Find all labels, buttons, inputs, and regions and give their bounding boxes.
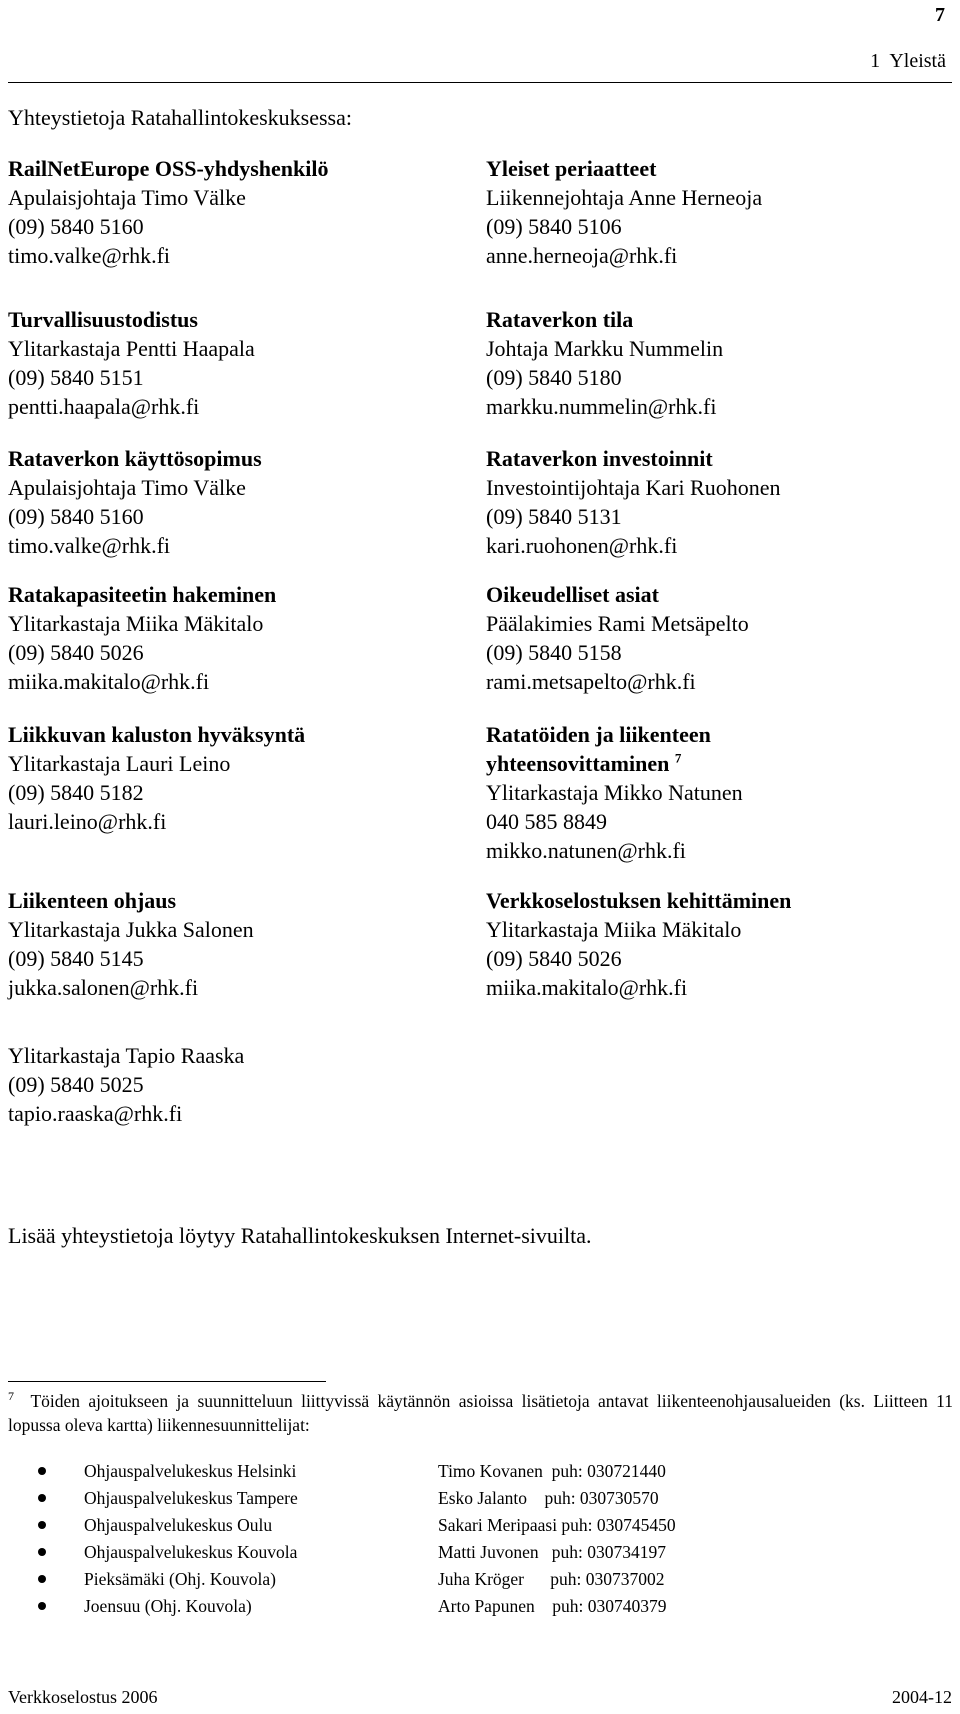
list-item-place: Ohjauspalvelukeskus Oulu [84,1515,273,1535]
intro-heading: Yhteystietoja Ratahallintokeskuksessa: [8,105,352,130]
contact-email: timo.valke@rhk.fi [8,243,171,268]
contact-heading: Rataverkon investoinnit [486,446,713,471]
contact-title: Apulaisjohtaja Timo Välke [8,185,246,210]
contact-block [8,444,262,560]
contact-email: mikko.natunen@rhk.fi [486,838,686,863]
contact-heading: RailNetEurope OSS-yhdyshenkilö [8,156,329,181]
list-item-place: Ohjauspalvelukeskus Helsinki [84,1461,297,1481]
contact-block [8,886,254,1002]
bullet-icon [38,1539,46,1566]
contact-heading: Yleiset periaatteet [486,156,657,181]
contact-title: Ylitarkastaja Mikko Natunen [486,780,743,805]
contact-title: Investointijohtaja Kari Ruohonen [486,475,781,500]
contact-phone: 040 585 8849 [486,809,607,834]
list-item-contact: Sakari Meripaasi puh: 030745450 [438,1515,676,1535]
contact-phone: (09) 5840 5025 [8,1072,144,1097]
list-item-place: Joensuu (Ohj. Kouvola) [84,1596,252,1616]
contact-block [486,154,762,270]
footnote-body: Töiden ajoitukseen ja suunnitteluun liittyvissä käytännön asioissa lisätietoja antavat liikenteenohjausalueiden (ks. Liitteen 11 lopussa oleva kartta) liikennesuunnittelijat: [8,1391,954,1435]
list-item-place: Ohjauspalvelukeskus Tampere [84,1488,298,1508]
contact-email: tapio.raaska@rhk.fi [8,1101,183,1126]
contact-block [486,444,781,560]
contact-heading-line2 [486,749,743,778]
contact-email: rami.metsapelto@rhk.fi [486,669,696,694]
contact-phone: (09) 5840 5160 [8,214,144,239]
contact-title: Päälakimies Rami Metsäpelto [486,611,749,636]
footer-date: 2004-12 [892,1687,952,1707]
footer-title: Verkkoselostus 2006 [8,1687,158,1707]
contact-phone: (09) 5840 5151 [8,365,144,390]
contact-phone: (09) 5840 5158 [486,640,622,665]
list-item-contact: Juha Kröger puh: 030737002 [438,1569,665,1589]
contact-title: Ylitarkastaja Pentti Haapala [8,336,255,361]
contact-block [8,580,276,696]
contact-phone: (09) 5840 5160 [8,504,144,529]
contact-phone: (09) 5840 5026 [8,640,144,665]
contact-email: jukka.salonen@rhk.fi [8,975,199,1000]
contact-email: lauri.leino@rhk.fi [8,809,167,834]
contact-phone: (09) 5840 5106 [486,214,622,239]
contact-block [8,154,329,270]
list-item-place: Ohjauspalvelukeskus Kouvola [84,1542,298,1562]
contact-phone: (09) 5840 5145 [8,946,144,971]
header-rule [8,82,952,83]
contact-heading: Oikeudelliset asiat [486,582,659,607]
contact-title: Ylitarkastaja Jukka Salonen [8,917,254,942]
contact-phone: (09) 5840 5026 [486,946,622,971]
contact-title: Liikennejohtaja Anne Herneoja [486,185,763,210]
contact-heading: Ratakapasiteetin hakeminen [8,582,277,607]
contact-heading: Liikkuvan kaluston hyväksyntä [8,722,306,747]
contact-title: Ylitarkastaja Miika Mäkitalo [486,917,742,942]
bullet-icon [38,1566,46,1593]
contact-block-extra [8,1041,244,1128]
contact-block [486,305,723,421]
list-item-contact: Esko Jalanto puh: 030730570 [438,1488,659,1508]
contact-phone: (09) 5840 5182 [8,780,144,805]
contact-title: Ylitarkastaja Lauri Leino [8,751,231,776]
contact-heading: Verkkoselostuksen kehittäminen [486,888,792,913]
list-item-contact: Timo Kovanen puh: 030721440 [438,1461,666,1481]
contact-block [8,305,255,421]
contact-heading: Ratatöiden ja liikenteen [486,722,711,747]
contact-heading: Liikenteen ohjaus [8,888,177,913]
more-info-text: Lisää yhteystietoja löytyy Ratahallintokeskuksen Internet-sivuilta. [8,1223,592,1248]
contact-heading-cont: yhteensovittaminen [486,751,670,776]
contact-phone: (09) 5840 5180 [486,365,622,390]
bullet-icon [38,1593,46,1620]
footnote-rule [8,1381,326,1382]
footnote-text [8,1389,953,1437]
footnote-marker: 7 [8,1389,14,1404]
contact-title: Apulaisjohtaja Timo Välke [8,475,246,500]
contact-block [486,720,743,865]
contact-block [8,720,305,836]
contact-email: markku.nummelin@rhk.fi [486,394,717,419]
bullet-icon [38,1512,46,1539]
page-number: 7 [935,4,945,26]
chapter-title: 1 Yleistä [870,50,946,72]
footnote-reference[interactable]: 7 [674,750,682,766]
contact-email: kari.ruohonen@rhk.fi [486,533,678,558]
contact-title: Ylitarkastaja Miika Mäkitalo [8,611,264,636]
contact-heading: Rataverkon tila [486,307,634,332]
contact-phone: (09) 5840 5131 [486,504,622,529]
contact-email: timo.valke@rhk.fi [8,533,171,558]
list-item-contact: Matti Juvonen puh: 030734197 [438,1542,666,1562]
contact-email: pentti.haapala@rhk.fi [8,394,200,419]
contact-block [486,886,791,1002]
contact-heading: Rataverkon käyttösopimus [8,446,262,471]
bullet-icon [38,1458,46,1485]
contact-block [486,580,749,696]
contact-email: anne.herneoja@rhk.fi [486,243,678,268]
contact-heading: Turvallisuustodistus [8,307,198,332]
list-item-contact: Arto Papunen puh: 030740379 [438,1596,667,1616]
contact-email: miika.makitalo@rhk.fi [8,669,210,694]
contact-title: Ylitarkastaja Tapio Raaska [8,1043,245,1068]
bullet-icon [38,1485,46,1512]
list-item-place: Pieksämäki (Ohj. Kouvola) [84,1569,276,1589]
contact-title: Johtaja Markku Nummelin [486,336,724,361]
contact-email: miika.makitalo@rhk.fi [486,975,688,1000]
